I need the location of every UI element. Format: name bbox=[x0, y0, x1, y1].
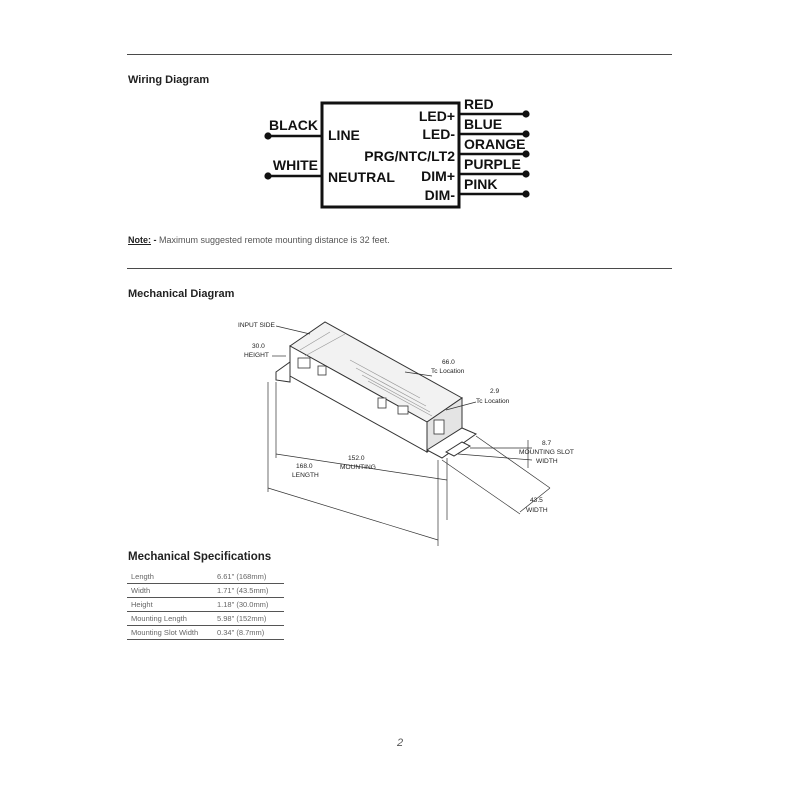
wire-label-pink: PINK bbox=[464, 176, 498, 192]
callout-mounting-value: 152.0 bbox=[348, 455, 365, 462]
mounting-flange-input bbox=[276, 362, 290, 382]
wire-label-white: WHITE bbox=[272, 157, 318, 173]
input-side-leader bbox=[276, 326, 310, 334]
length-dim bbox=[268, 488, 438, 540]
spec-value: 1.18" (30.0mm) bbox=[213, 598, 284, 612]
spec-value: 5.98" (152mm) bbox=[213, 612, 284, 626]
spec-value: 1.71" (43.5mm) bbox=[213, 584, 284, 598]
callout-mounting-label: MOUNTING bbox=[340, 464, 376, 471]
note-text: Maximum suggested remote mounting distance is 32 feet. bbox=[159, 235, 390, 245]
note-dash: - bbox=[153, 235, 157, 245]
wire-label-purple: PURPLE bbox=[464, 156, 521, 172]
spec-label: Length bbox=[127, 570, 213, 584]
spec-label: Mounting Length bbox=[127, 612, 213, 626]
terminal-dim-plus: DIM+ bbox=[421, 168, 455, 184]
terminal-dim-minus: DIM- bbox=[424, 187, 455, 203]
spec-label: Height bbox=[127, 598, 213, 612]
table-row bbox=[127, 598, 284, 612]
wire-label-blue: BLUE bbox=[464, 116, 503, 132]
wire-label-black: BLACK bbox=[269, 117, 318, 133]
callout-tc1-value: 66.0 bbox=[442, 359, 455, 366]
table-row bbox=[127, 570, 284, 584]
spec-label: Width bbox=[127, 584, 213, 598]
callout-slot-label1: MOUNTING SLOT bbox=[519, 449, 574, 456]
terminal-led-minus: LED- bbox=[422, 126, 455, 142]
terminal-led-plus: LED+ bbox=[418, 108, 455, 124]
connector-block bbox=[318, 366, 326, 375]
callout-length-label: LENGTH bbox=[292, 472, 319, 479]
callout-width-value: 43.5 bbox=[530, 497, 543, 504]
callout-tc2-label: Tc Location bbox=[476, 398, 510, 405]
mechanical-specs-table bbox=[127, 570, 284, 640]
connector-block bbox=[398, 406, 408, 414]
callout-width-label: WIDTH bbox=[526, 507, 548, 514]
connector-block bbox=[298, 358, 310, 368]
callout-height-value: 30.0 bbox=[252, 343, 265, 350]
spec-value: 6.61" (168mm) bbox=[213, 570, 284, 584]
spec-value: 0.34" (8.7mm) bbox=[213, 626, 284, 640]
page-number: 2 bbox=[396, 737, 404, 749]
terminal-neutral: NEUTRAL bbox=[328, 169, 395, 185]
callout-height-label: HEIGHT bbox=[244, 352, 269, 359]
mechanical-specs-heading: Mechanical Specifications bbox=[128, 551, 272, 563]
terminal-prg-ntc-lt2: PRG/NTC/LT2 bbox=[364, 148, 455, 164]
terminal-line: LINE bbox=[328, 127, 360, 143]
mechanical-diagram-heading: Mechanical Diagram bbox=[128, 288, 235, 300]
connector-block bbox=[378, 398, 386, 408]
width-ext-2 bbox=[442, 460, 520, 514]
callout-tc2-value: 2.9 bbox=[490, 388, 500, 395]
callout-tc1-label: Tc Location bbox=[431, 368, 465, 375]
table-row bbox=[127, 612, 284, 626]
end-connector bbox=[434, 420, 444, 434]
callout-slot-value: 8.7 bbox=[542, 440, 552, 447]
callout-length-value: 168.0 bbox=[296, 463, 313, 470]
wiring-diagram-heading: Wiring Diagram bbox=[128, 74, 210, 86]
table-row bbox=[127, 584, 284, 598]
wire-label-red: RED bbox=[464, 96, 494, 112]
wire-label-orange: ORANGE bbox=[464, 136, 526, 152]
spec-label: Mounting Slot Width bbox=[127, 626, 213, 640]
table-row bbox=[127, 626, 284, 640]
note-label: Note: bbox=[128, 235, 151, 245]
callout-slot-label2: WIDTH bbox=[536, 458, 558, 465]
callout-input-side: INPUT SIDE bbox=[238, 322, 275, 329]
